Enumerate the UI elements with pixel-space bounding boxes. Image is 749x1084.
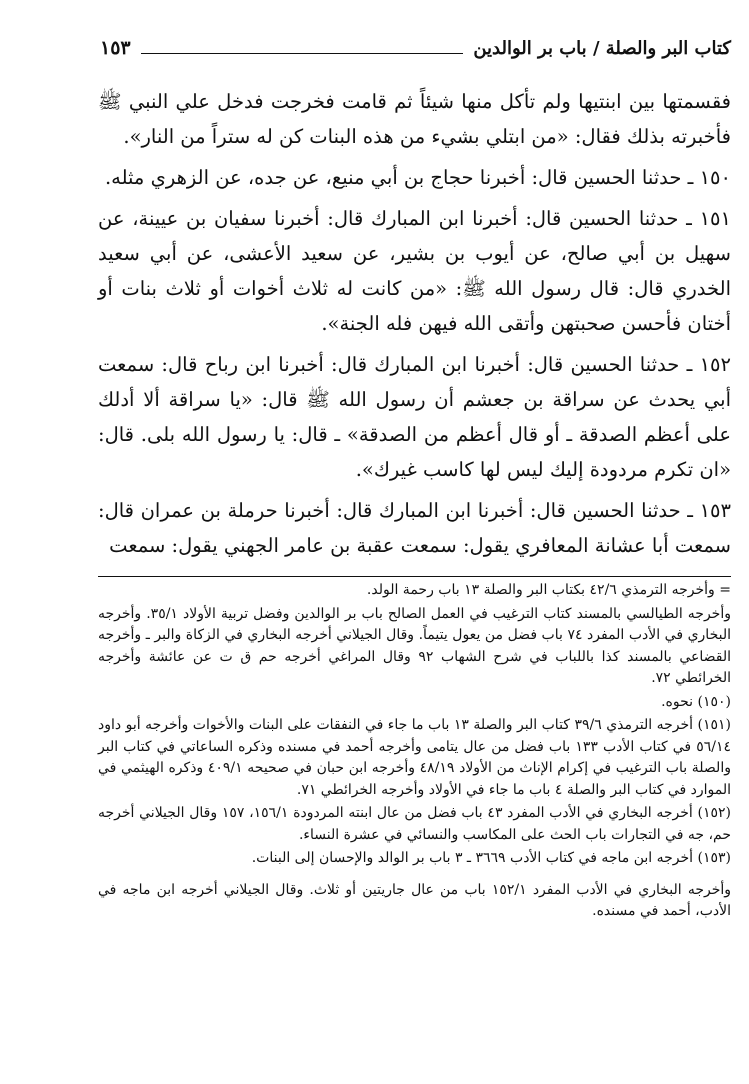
header-rule [141, 53, 464, 54]
running-title: كتاب البر والصلة / باب بر الوالدين [473, 37, 731, 59]
footnotes [98, 580, 731, 925]
hadith-151: ١٥١ ـ حدثنا الحسين قال: أخبرنا ابن المبارك قال: أخبرنا سفيان بن عيينة، عن سهيل بن أبي صالح، عن أيوب بن بشير، عن سعيد الأعشى، عن أبي سعيد الخدري قال: قال رسول الله ﷺ: «من كانت له ثلاث أخوات أو ثلاث بنات أو أختان فأحسن صحبتهن وأتقى الله فيهن فله الجنة». [98, 207, 731, 335]
footnote-153: (١٥٣) أخرجه ابن ماجه في كتاب الأدب ٣٦٦٩ ـ ٣ باب بر الوالد والإحسان إلى البنات. [251, 850, 731, 866]
footnote-153-continued: وأخرجه البخاري في الأدب المفرد ١٥٢/١ باب من عال جاريتين أو ثلاث. وقال الجيلاني أخرجه ابن ماجه في الأدب، أحمد في مسنده. [98, 881, 732, 919]
footnote-divider [98, 576, 731, 577]
footnote-152: (١٥٢) أخرجه البخاري في الأدب المفرد ٤٣ باب فضل من عال ابنته المردودة ١٥٦/١، ١٥٧ وقال الجيلاني أخرجه حم، جه في التجارات باب الحث على المكاسب والنسائي في عشرة النساء. [98, 805, 732, 843]
main-text [98, 84, 731, 563]
page-header [100, 33, 731, 63]
page-number: ١٥٣ [100, 37, 131, 59]
footnote-continuation-2: وأخرجه الطيالسي بالمسند كتاب الترغيب في العمل الصالح باب بر الوالدين وفضل تربية الأولاد ٣٥/١. وأخرجه البخاري في الأدب المفرد ٧٤ باب فضل من يعول يتيماً. وقال الجيلاني أخرجه البخاري في الزكاة والبر ـ وأخرجه القضاعي بالمسند كذا باللباب في شرح الشهاب ٩٢ وقال المراغي أخرجه حم ق ت عن عائشة وأخرجه الخرائطي ٧٢. [98, 605, 731, 686]
paragraph-continuation: فقسمتها بين ابنتيها ولم تأكل منها شيئاً ثم قامت فخرجت فدخل علي النبي ﷺ فأخبرته بذلك فقال: «من ابتلي بشيء من هذه البنات كن له ستراً من النار». [98, 90, 731, 148]
footnote-151: (١٥١) أخرجه الترمذي ٣٩/٦ كتاب البر والصلة ١٣ باب ما جاء في النفقات على البنات والأخوات وأخرجه أبو داود ٥٦/١٤ في كتاب الأدب ١٣٣ باب فضل من عال يتامى وأخرجه أحمد في مسنده وذكره الساعاتي في كتاب البر والصلة باب الترغيب في إكرام الإناث من الأولاد ٤٨/١٩ وأخرجه ابن حبان في صحيحه ٤٠٩/١ وذكره الهيثمي في الموارد في كتاب البر والصلة ٤ باب ما جاء في الأولاد وأخرجه الخرائطي ٧١. [98, 717, 732, 798]
hadith-152: ١٥٢ ـ حدثنا الحسين قال: أخبرنا ابن المبارك قال: أخبرنا ابن رباح قال: سمعت أبي يحدث عن سراقة بن جعشم أن رسول الله ﷺ قال: «يا سراقة ألا أدلك على أعظم الصدقة ـ أو قال أعظم من الصدقة» ـ قال: يا رسول الله بلى. قال: «ان تكرم مردودة إليك ليس لها كاسب غيرك». [98, 353, 731, 481]
hadith-153: ١٥٣ ـ حدثنا الحسين قال: أخبرنا ابن المبارك قال: أخبرنا حرملة بن عمران قال: سمعت أبا عشانة المعافري يقول: سمعت عقبة بن عامر الجهني يقول: سمعت [98, 499, 731, 557]
footnote-continuation: = وأخرجه الترمذي ٤٢/٦ بكتاب البر والصلة ١٣ باب رحمة الولد. [366, 582, 731, 598]
hadith-150: ١٥٠ ـ حدثنا الحسين قال: أخبرنا حجاج بن أبي منيع، عن جده، عن الزهري مثله. [104, 166, 731, 189]
footnote-150: (١٥٠) نحوه. [661, 693, 731, 710]
